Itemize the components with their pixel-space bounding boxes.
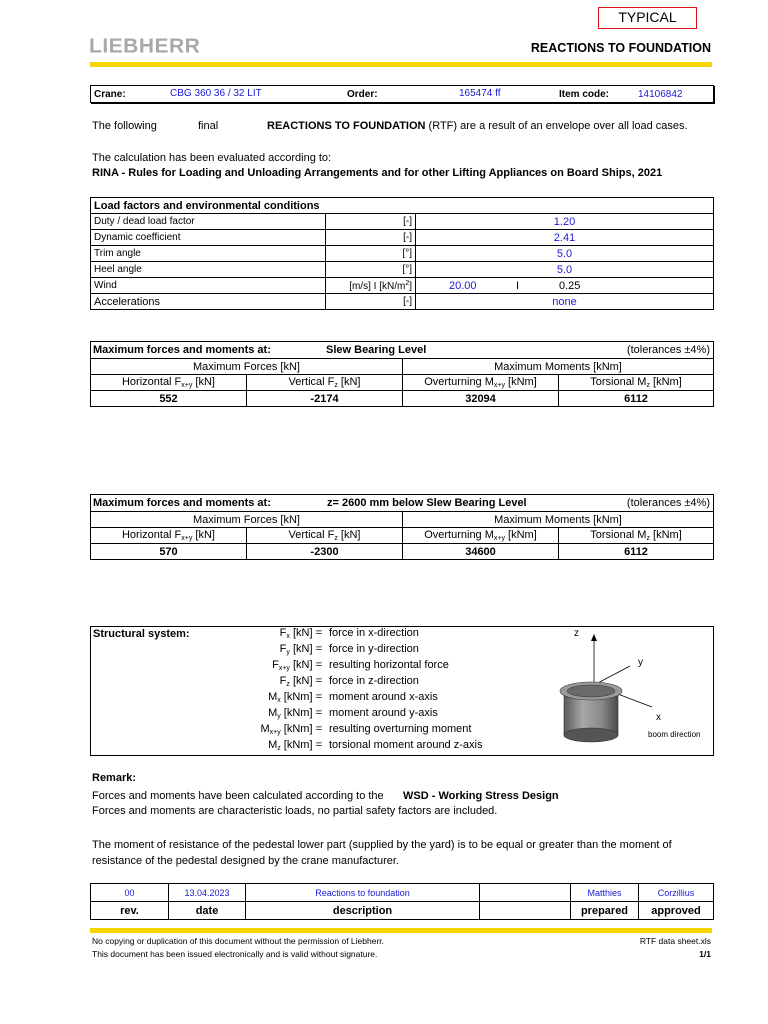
prepared-header: prepared [571, 902, 639, 920]
t2-h-overturning: Overturning $M_{x+y}$ [kNm] [403, 528, 559, 544]
t2-v-vertical: -2300 [247, 544, 403, 560]
def-mx [200, 691, 500, 707]
lf-label-dynamic: Dynamic coefficient [91, 230, 326, 246]
def-mx-text: moment around x-axis [329, 691, 438, 703]
load-factors-table [90, 197, 714, 310]
def-mxy [200, 723, 500, 739]
t1-v-vertical: -2174 [247, 391, 403, 407]
prepared-value: Matthies [571, 884, 639, 902]
footer-filename: RTF data sheet.xls [639, 936, 711, 946]
def-fx-text: force in x-direction [329, 627, 419, 639]
def-fxy-text: resulting horizontal force [329, 659, 449, 671]
t1-level: Slew Bearing Level [326, 344, 427, 356]
def-fy-symbol: $F_y$ [kN] = [279, 643, 322, 656]
t2-v-horizontal: 570 [91, 544, 247, 560]
lf-unit-duty: [-] [326, 214, 416, 230]
revision-table [90, 883, 714, 920]
def-fx-symbol: $F_x$ [kN] = [279, 627, 322, 640]
t2-h-horizontal: Horizontal $F_{x+y}$ [kN] [91, 528, 247, 544]
intro-rtf-bold: REACTIONS TO FOUNDATION [267, 120, 426, 132]
def-mxy-text: resulting overturning moment [329, 723, 472, 735]
remark-line1: Forces and moments have been calculated according to the [92, 790, 384, 802]
t2-v-torsional: 6112 [559, 544, 714, 560]
lf-label-duty: Duty / dead load factor [91, 214, 326, 230]
lf-label-accel: Accelerations [91, 294, 326, 310]
lf-unit-wind: [m/s] I $[kN/m^2]$ [326, 278, 416, 294]
lf-label-heel: Heel angle [91, 262, 326, 278]
lf-value-wind [416, 278, 714, 294]
wind-speed: 20.00 [449, 280, 477, 292]
t1-tolerance: (tolerances ±4%) [626, 344, 710, 356]
def-fxy [200, 659, 500, 675]
def-my-symbol: $M_y$ [kNm] = [268, 707, 322, 720]
lf-value-heel: 5.0 [416, 262, 714, 278]
t1-v-torsional: 6112 [559, 391, 714, 407]
lf-value-duty: 1.20 [416, 214, 714, 230]
order-label: Order: [347, 89, 378, 100]
pedestal-top-opening [567, 685, 615, 697]
lf-unit-dynamic: [-] [326, 230, 416, 246]
axis-z-label: z [574, 628, 579, 639]
t2-header-row [91, 495, 714, 512]
wind-separator: I [516, 280, 520, 292]
t2-h-vertical: Vertical $F_z$ [kN] [247, 528, 403, 544]
t2-v-overturning: 34600 [403, 544, 559, 560]
crane-label: Crane: [94, 89, 126, 100]
def-mz [200, 739, 500, 755]
z-axis-arrowhead [591, 634, 597, 641]
calc-line: The calculation has been evaluated according to: [92, 152, 332, 164]
intro-rtf-rest: (RTF) are a result of an envelope over all load cases. [428, 120, 688, 132]
axis-y-label: y [638, 657, 643, 668]
lf-value-trim: 5.0 [416, 246, 714, 262]
lf-value-dynamic: 2.41 [416, 230, 714, 246]
crane-value: CBG 360 36 / 32 LIT [170, 88, 262, 99]
structural-definitions [200, 627, 500, 755]
intro-prefix: The following [92, 120, 157, 132]
remark-line2: Forces and moments are characteristic loads, no partial safety factors are included. [92, 805, 498, 817]
t2-forces-header: Maximum Forces [kN] [91, 512, 403, 528]
footer-yellow-rule [90, 928, 712, 933]
t1-forces-header: Maximum Forces [kN] [91, 359, 403, 375]
intro-rtf-line [267, 120, 688, 132]
def-mx-symbol: $M_x$ [kNm] = [268, 691, 322, 704]
typical-stamp: TYPICAL [598, 7, 697, 29]
t2-level: z= 2600 mm below Slew Bearing Level [327, 497, 527, 509]
def-fxy-symbol: $F_{x+y}$ [kN] = [272, 659, 322, 672]
t1-header-row [91, 342, 714, 359]
pedestal-axes-diagram [548, 625, 714, 755]
t1-h-overturning: Overturning $M_{x+y}$ [kNm] [403, 375, 559, 391]
remark-paragraph: The moment of resistance of the pedestal lower part (supplied by the yard) is to be equal or greater than the moment of resistance of the pedestal designed by the crane manufacturer. [92, 839, 672, 867]
def-fx [200, 627, 500, 643]
footer-validity: This document has been issued electronically and is valid without signature. [92, 949, 378, 959]
t1-moments-header: Maximum Moments [kNm] [403, 359, 714, 375]
pedestal-bottom [564, 728, 618, 742]
lf-unit-trim: [°] [326, 246, 416, 262]
approved-header: approved [639, 902, 714, 920]
approved-value: Corzillius [639, 884, 714, 902]
item-code-value: 14106842 [638, 89, 683, 100]
intro-status: final [198, 120, 219, 132]
liebherr-logo: LIEBHERR [89, 35, 201, 58]
header-yellow-rule [90, 62, 712, 67]
description-value: Reactions to foundation [246, 884, 480, 902]
def-mz-text: torsional moment around z-axis [329, 739, 483, 751]
boom-direction-label: boom direction [648, 730, 701, 739]
rule-reference: RINA - Rules for Loading and Unloading Arrangements and for other Lifting Appliances on Board Ships, 2021 [92, 167, 663, 179]
def-mxy-symbol: $M_{x+y}$ [kNm] = [260, 723, 322, 736]
rev-value: 00 [91, 884, 169, 902]
blank-cell [480, 884, 571, 902]
t1-head: Maximum forces and moments at: [93, 344, 271, 356]
load-factors-title: Load factors and environmental conditions [91, 198, 714, 214]
t2-tolerance: (tolerances ±4%) [626, 497, 710, 509]
def-fz-symbol: $F_z$ [kN] = [279, 675, 322, 688]
lf-label-wind: Wind [91, 278, 326, 294]
structural-title: Structural system: [93, 628, 190, 640]
document-title: REACTIONS TO FOUNDATION [530, 41, 711, 55]
forces-table-slew-bearing [90, 341, 714, 407]
t1-h-horizontal: Horizontal $F_{x+y}$ [kN] [91, 375, 247, 391]
item-code-label: Item code: [559, 89, 610, 100]
t2-moments-header: Maximum Moments [kNm] [403, 512, 714, 528]
wind-pressure: 0.25 [559, 280, 581, 292]
t1-v-overturning: 32094 [403, 391, 559, 407]
axis-x-label: x [656, 712, 661, 723]
forces-table-below-bearing [90, 494, 714, 560]
t1-v-horizontal: 552 [91, 391, 247, 407]
remark-title: Remark: [92, 772, 137, 784]
remark-wsd: WSD - Working Stress Design [403, 790, 559, 802]
def-fz [200, 675, 500, 691]
lf-label-trim: Trim angle [91, 246, 326, 262]
def-fz-text: force in z-direction [329, 675, 419, 687]
blank-header [480, 902, 571, 920]
order-value: 165474 ff [459, 88, 501, 99]
lf-unit-heel: [°] [326, 262, 416, 278]
def-mz-symbol: $M_z$ [kNm] = [268, 739, 322, 752]
t1-h-vertical: Vertical $F_z$ [kN] [247, 375, 403, 391]
rev-header: rev. [91, 902, 169, 920]
def-fy-text: force in y-direction [329, 643, 419, 655]
lf-value-accel: none [416, 294, 714, 310]
t2-h-torsional: Torsional $M_z$ [kNm] [559, 528, 714, 544]
date-header: date [169, 902, 246, 920]
def-my-text: moment around y-axis [329, 707, 438, 719]
description-header: description [246, 902, 480, 920]
t1-h-torsional: Torsional $M_z$ [kNm] [559, 375, 714, 391]
def-fy [200, 643, 500, 659]
date-value: 13.04.2023 [169, 884, 246, 902]
footer-page-number: 1/1 [699, 949, 711, 959]
footer-copyright: No copying or duplication of this document without the permission of Liebherr. [92, 936, 384, 946]
def-my [200, 707, 500, 723]
lf-unit-accel: [-] [326, 294, 416, 310]
t2-head: Maximum forces and moments at: [93, 497, 271, 509]
